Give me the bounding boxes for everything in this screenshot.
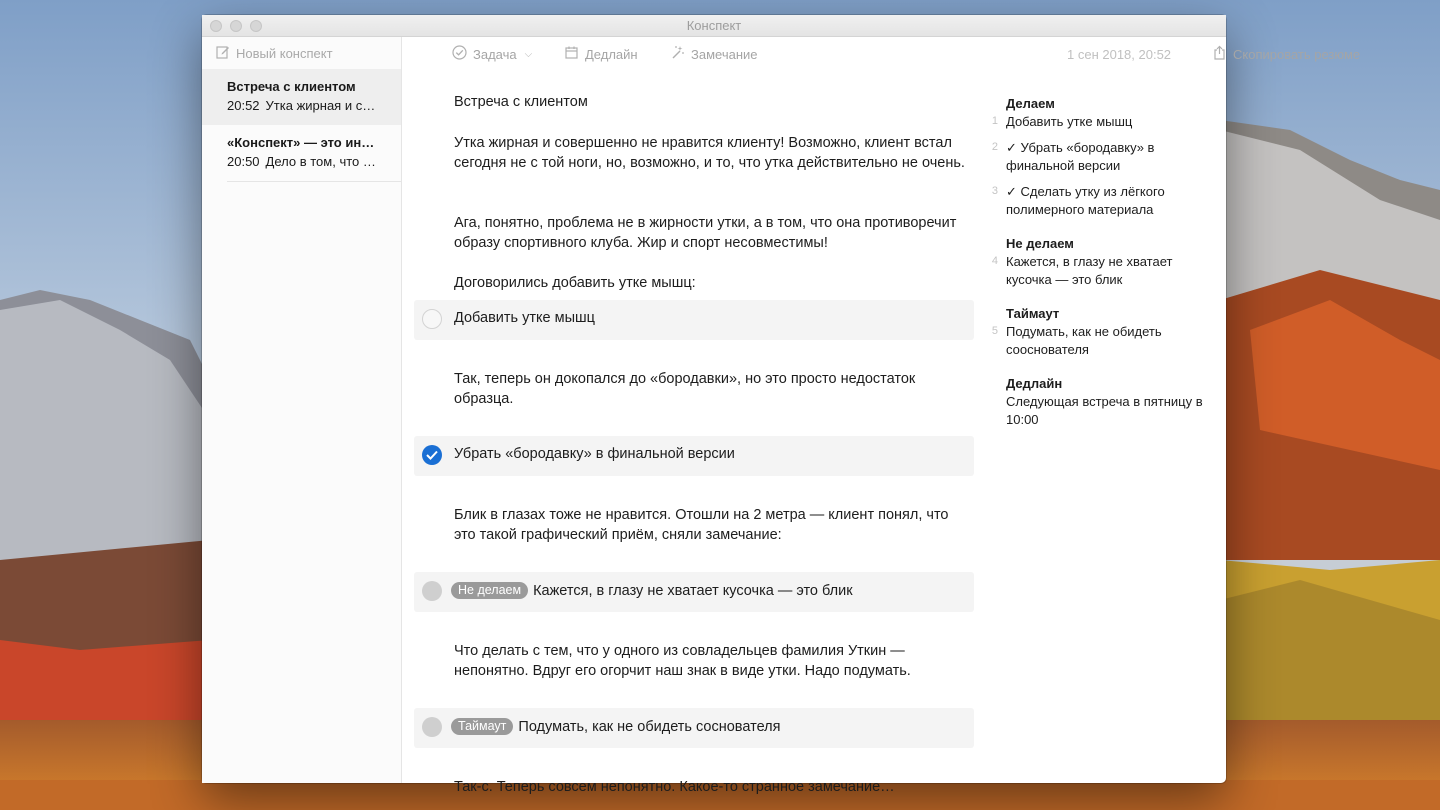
task-checkbox-checked[interactable] bbox=[422, 445, 442, 465]
task-text-body: Кажется, в глазу не хватает кусочка — это блик bbox=[533, 583, 853, 599]
note-title: Встреча с клиентом bbox=[227, 79, 356, 94]
divider bbox=[227, 181, 401, 182]
deadline-button[interactable] bbox=[564, 37, 638, 71]
calendar-icon bbox=[564, 45, 579, 63]
paragraph: Что делать с тем, что у одного из совладельцев фамилия Уткин — непонятно. Вдруг его огорчит наш знак в виде утки. Надо подумать. bbox=[454, 643, 911, 679]
magic-wand-icon bbox=[670, 45, 685, 63]
minimize-window-button[interactable] bbox=[230, 20, 242, 32]
task-button[interactable] bbox=[452, 37, 532, 71]
checkmark-icon bbox=[426, 450, 438, 460]
task-item bbox=[414, 708, 974, 748]
task-text: Убрать «бородавку» в финальной версии bbox=[454, 446, 735, 462]
paragraph: Так-с. Теперь совсем непонятно. Какое-то странное замечание… bbox=[454, 779, 895, 795]
sidebar bbox=[202, 37, 402, 783]
task-item bbox=[414, 300, 974, 340]
title-bar bbox=[202, 15, 1226, 37]
note-preview bbox=[227, 154, 387, 169]
task-item bbox=[414, 436, 974, 476]
close-window-button[interactable] bbox=[210, 20, 222, 32]
note-heading: Встреча с клиентом bbox=[454, 94, 588, 110]
task-text bbox=[451, 718, 780, 735]
note-time: 20:52 bbox=[227, 98, 260, 113]
paragraph: Блик в глазах тоже не нравится. Отошли на 2 метра — клиент понял, что это такой графический приём, сняли замечание: bbox=[454, 507, 949, 543]
summary-item-number: 4 bbox=[991, 255, 998, 267]
note-preview-text: Дело в том, что … bbox=[265, 154, 376, 169]
chevron-down-icon[interactable]: ⌵ bbox=[524, 48, 533, 60]
task-checkbox[interactable] bbox=[422, 717, 442, 737]
summary-item-number: 1 bbox=[991, 115, 998, 127]
status-badge[interactable]: Не делаем bbox=[451, 582, 528, 599]
compose-icon bbox=[216, 45, 230, 62]
note-date: 1 сен 2018, 20:52 bbox=[1067, 46, 1172, 62]
zoom-window-button[interactable] bbox=[250, 20, 262, 32]
summary-item-number: 5 bbox=[991, 325, 998, 337]
summary-deadline-text[interactable]: Следующая встреча в пятницу в 10:00 bbox=[1006, 394, 1203, 427]
summary-item-number: 2 bbox=[991, 141, 998, 153]
summary-item[interactable]: ✓ Убрать «бородавку» в финальной версии bbox=[1006, 140, 1155, 173]
app-window bbox=[202, 15, 1361, 795]
status-badge[interactable]: Таймаут bbox=[451, 718, 513, 735]
note-preview bbox=[227, 98, 387, 113]
summary-heading-doing: Делаем bbox=[1006, 96, 1055, 111]
note-list-item[interactable] bbox=[202, 125, 401, 181]
summary-heading-timeout: Таймаут bbox=[1006, 306, 1060, 321]
summary-heading-not-doing: Не делаем bbox=[1006, 236, 1074, 251]
note-title: «Конспект» — это ин… bbox=[227, 135, 375, 150]
note-list-item[interactable] bbox=[202, 69, 401, 125]
summary-item-number: 3 bbox=[991, 185, 998, 197]
paragraph: Так, теперь он докопался до «бородавки», но это просто недостаток образца. bbox=[454, 371, 916, 407]
summary-item[interactable]: Добавить утке мышц bbox=[1006, 114, 1133, 129]
task-item bbox=[414, 572, 974, 612]
paragraph: Договорились добавить утке мышц: bbox=[454, 275, 696, 291]
share-icon bbox=[1212, 45, 1227, 63]
new-note-label: Новый конспект bbox=[236, 45, 333, 61]
new-note-button[interactable] bbox=[202, 37, 401, 69]
note-time: 20:50 bbox=[227, 154, 260, 169]
summary-item[interactable]: Подумать, как не обидеть сооснователя bbox=[1006, 324, 1162, 357]
copy-summary-label: Скопировать резюме bbox=[1233, 46, 1361, 62]
task-label: Задача bbox=[473, 46, 517, 62]
window-title: Конспект bbox=[686, 18, 742, 33]
deadline-label: Дедлайн bbox=[585, 46, 638, 62]
paragraph: Ага, понятно, проблема не в жирности утки, а в том, что она противоречит образу спортивного клуба. Жир и спорт несовместимы! bbox=[454, 215, 957, 251]
copy-summary-button[interactable] bbox=[1212, 37, 1360, 71]
task-text-body: Подумать, как не обидеть соснователя bbox=[518, 719, 781, 735]
task-checkbox[interactable] bbox=[422, 581, 442, 601]
toolbar bbox=[402, 37, 1361, 71]
remark-button[interactable] bbox=[670, 37, 758, 71]
summary-item[interactable]: Кажется, в глазу не хватает кусочка — это блик bbox=[1006, 254, 1173, 287]
note-preview-text: Утка жирная и с… bbox=[265, 98, 376, 113]
remark-label: Замечание bbox=[691, 46, 758, 62]
task-text: Добавить утке мышц bbox=[454, 310, 595, 326]
task-checkbox[interactable] bbox=[422, 309, 442, 329]
task-text bbox=[451, 582, 853, 599]
summary-heading-deadline: Дедлайн bbox=[1006, 376, 1063, 391]
paragraph: Утка жирная и совершенно не нравится клиенту! Возможно, клиент встал сегодня не с той ноги, но, возможно, и то, что утка действительно не очень. bbox=[454, 135, 965, 171]
checkmark-circle-icon bbox=[452, 45, 467, 63]
summary-item[interactable]: ✓ Сделать утку из лёгкого полимерного материала bbox=[1006, 184, 1165, 217]
note-editor[interactable] bbox=[414, 71, 974, 795]
